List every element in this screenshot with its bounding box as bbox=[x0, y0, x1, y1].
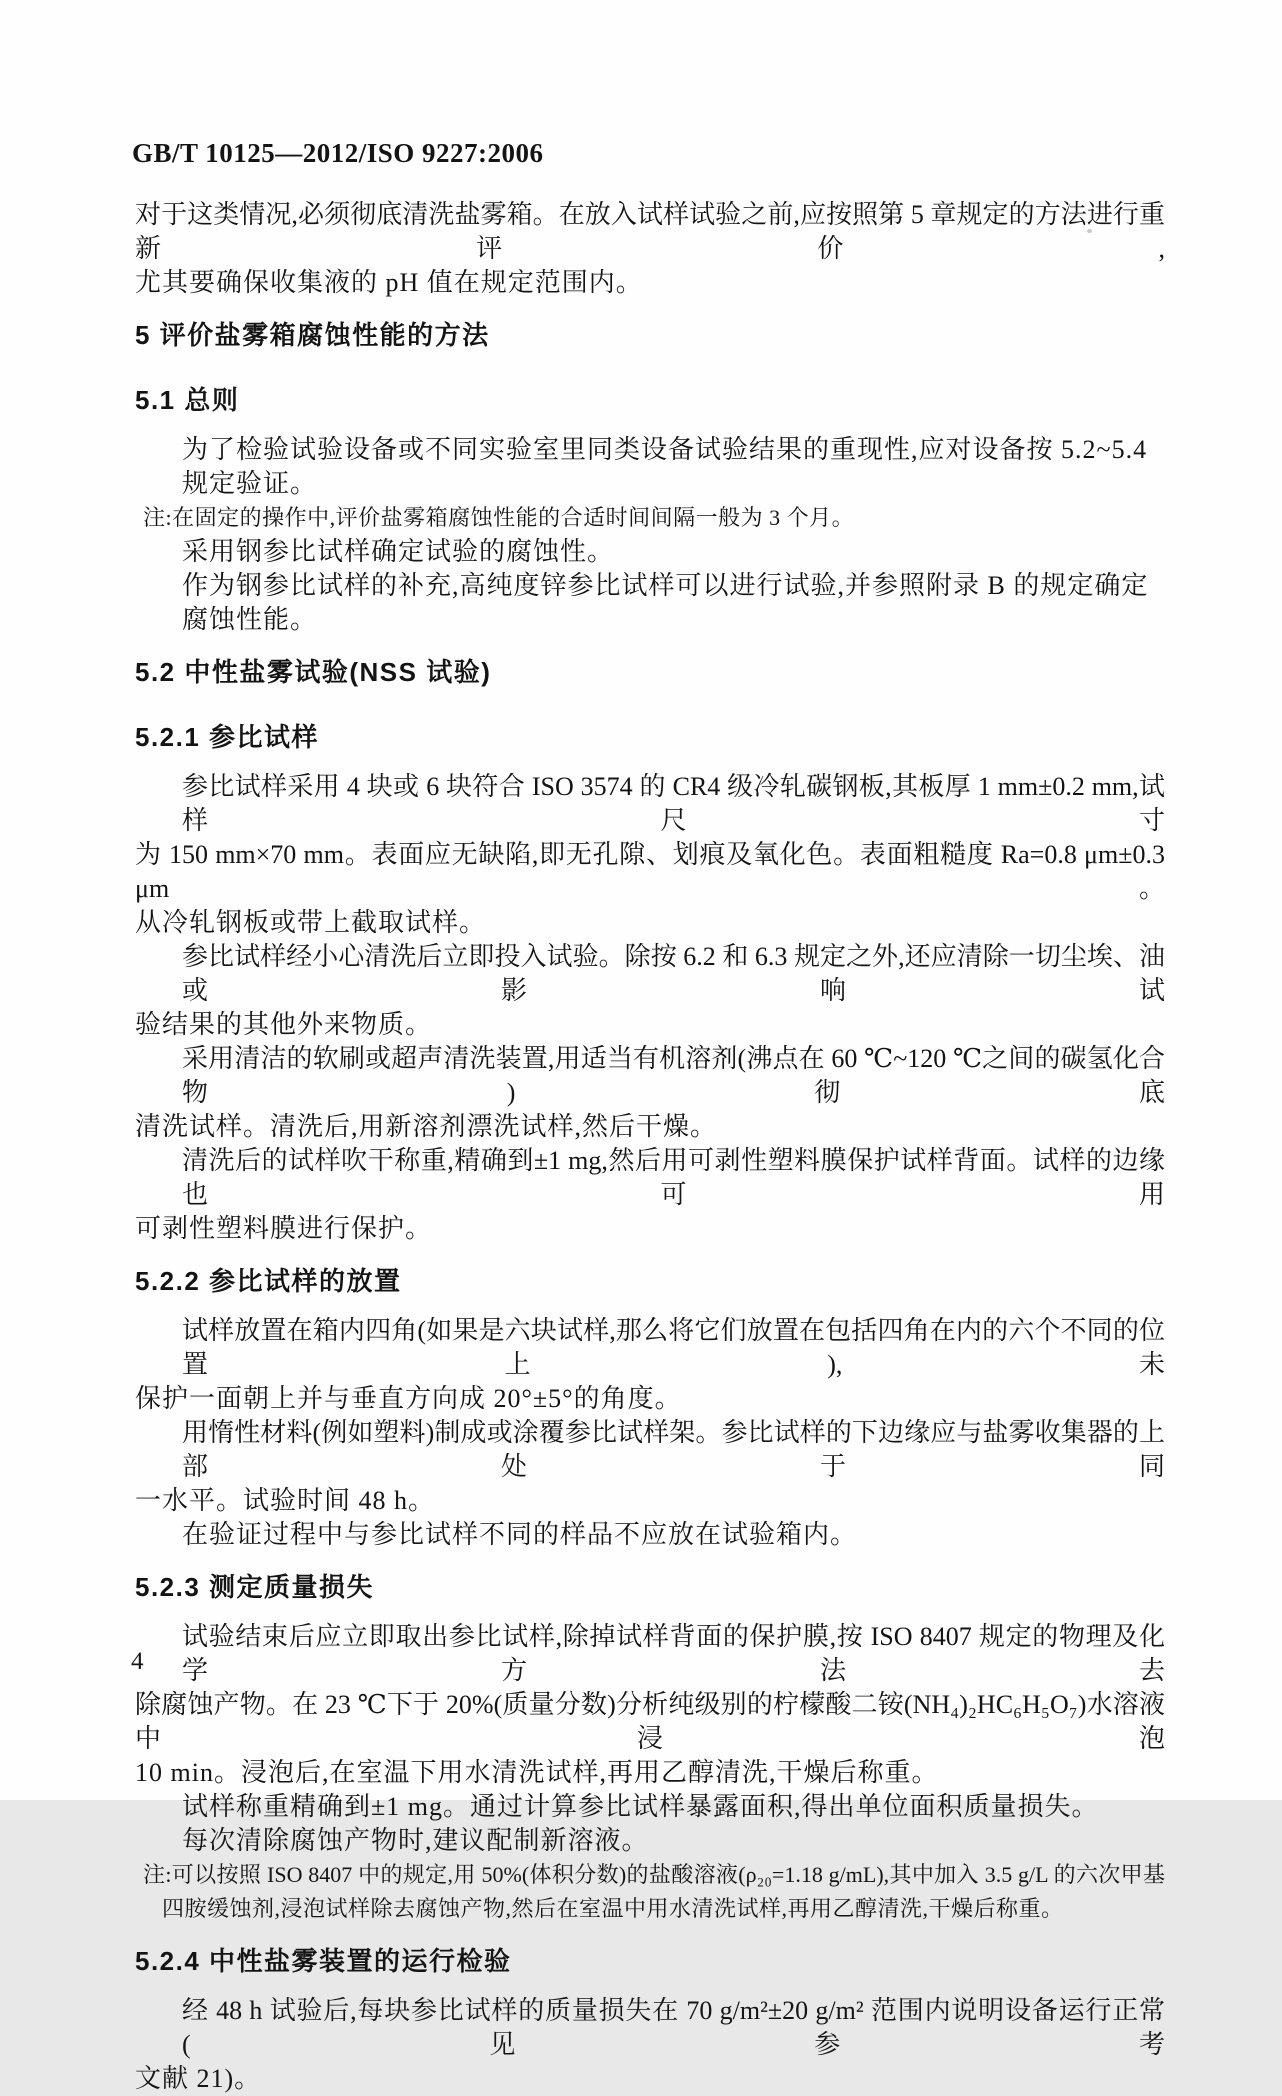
text-line: 为了检验试验设备或不同实验室里同类设备试验结果的重现性,应对设备按 5.2~5.4 规定验证。 bbox=[182, 435, 1148, 498]
text-line: 经 48 h 试验后,每块参比试样的质量损失在 70 g/m²±20 g/m² 范围内说明设备运行正常(见参考 bbox=[182, 1996, 1165, 2059]
text-line: 验结果的其他外来物质。 bbox=[135, 1010, 433, 1039]
text-line: 试验结束后应立即取出参比试样,除掉试样背面的保护膜,按 ISO 8407 规定的物理及化学方法去 bbox=[182, 1622, 1165, 1685]
text-line: 为 150 mm×70 mm。表面应无缺陷,即无孔隙、划痕及氧化色。表面粗糙度 Ra=0.8 μm±0.3 μm。 bbox=[135, 840, 1165, 903]
scan-artifact-dot bbox=[1087, 229, 1092, 233]
text-line: 试样称重精确到±1 mg。通过计算参比试样暴露面积,得出单位面积质量损失。 bbox=[182, 1792, 1099, 1821]
text-line: 参比试样采用 4 块或 6 块符合 ISO 3574 的 CR4 级冷轧碳钢板,其板厚 1 mm±0.2 mm,试样尺寸 bbox=[182, 772, 1165, 835]
text-line: 采用清洁的软刷或超声清洗装置,用适当有机溶剂(沸点在 60 ℃~120 ℃之间的碳氢化合物)彻底 bbox=[182, 1044, 1165, 1107]
text-line: 清洗后的试样吹干称重,精确到±1 mg,然后用可剥性塑料膜保护试样背面。试样的边缘也可用 bbox=[182, 1146, 1165, 1209]
section-heading: 5.1 总则 bbox=[135, 385, 240, 415]
text-line: 一水平。试验时间 48 h。 bbox=[135, 1486, 436, 1515]
section-heading: 5.2.1 参比试样 bbox=[135, 722, 320, 752]
text-line: 作为钢参比试样的补充,高纯度锌参比试样可以进行试验,并参照附录 B 的规定确定腐蚀性能。 bbox=[182, 571, 1149, 634]
text-line: 清洗试样。清洗后,用新溶剂漂洗试样,然后干燥。 bbox=[135, 1112, 718, 1141]
section-heading: 5.2 中性盐雾试验(NSS 试验) bbox=[135, 657, 492, 687]
text-line: 用惰性材料(例如塑料)制成或涂覆参比试样架。参比试样的下边缘应与盐雾收集器的上部处于同 bbox=[182, 1418, 1165, 1481]
text-line: 试样放置在箱内四角(如果是六块试样,那么将它们放置在包括四角在内的六个不同的位置上),未 bbox=[182, 1316, 1165, 1379]
section-heading: 5.2.4 中性盐雾装置的运行检验 bbox=[135, 1946, 512, 1976]
text-line: 采用钢参比试样确定试验的腐蚀性。 bbox=[182, 537, 615, 566]
section-heading: 5 评价盐雾箱腐蚀性能的方法 bbox=[135, 320, 490, 350]
text-line: 每次清除腐蚀产物时,建议配制新溶液。 bbox=[182, 1826, 649, 1855]
text-line: 10 min。浸泡后,在室温下用水清洗试样,再用乙醇清洗,干燥后称重。 bbox=[135, 1758, 939, 1787]
text-line: 从冷轧钢板或带上截取试样。 bbox=[135, 908, 487, 937]
text-line: 保护一面朝上并与垂直方向成 20°±5°的角度。 bbox=[135, 1384, 682, 1413]
page-number: 4 bbox=[131, 1648, 144, 1675]
text-line: 参比试样经小心清洗后立即投入试验。除按 6.2 和 6.3 规定之外,还应清除一切尘埃、油或影响试 bbox=[182, 942, 1165, 1005]
section-heading: 5.2.2 参比试样的放置 bbox=[135, 1266, 402, 1296]
text-line: 可剥性塑料膜进行保护。 bbox=[135, 1214, 433, 1243]
text-line: 文献 21)。 bbox=[135, 2064, 262, 2093]
note-line: 注:可以按照 ISO 8407 中的规定,用 50%(体积分数)的盐酸溶液(ρ₂₀=1.18 g/mL),其中加入 3.5 g/L 的六次甲基 bbox=[143, 1862, 1165, 1887]
text-line: 除腐蚀产物。在 23 ℃下于 20%(质量分数)分析纯级别的柠檬酸二铵(NH₄)₂HC₆H₅O₇)水溶液中浸泡 bbox=[135, 1690, 1165, 1753]
standard-number-header: GB/T 10125—2012/ISO 9227:2006 bbox=[132, 138, 544, 168]
text-line: 在验证过程中与参比试样不同的样品不应放在试验箱内。 bbox=[182, 1520, 858, 1549]
text-line: 尤其要确保收集液的 pH 值在规定范围内。 bbox=[135, 268, 643, 297]
document-body bbox=[135, 198, 1165, 2096]
note-line: 四胺缓蚀剂,浸泡试样除去腐蚀产物,然后在室温中用水清洗试样,再用乙醇清洗,干燥后称重。 bbox=[162, 1896, 1064, 1921]
note-line: 注:在固定的操作中,评价盐雾箱腐蚀性能的合适时间间隔一般为 3 个月。 bbox=[143, 505, 855, 530]
section-heading: 5.2.3 测定质量损失 bbox=[135, 1572, 375, 1602]
text-line: 对于这类情况,必须彻底清洗盐雾箱。在放入试样试验之前,应按照第 5 章规定的方法进行重新评价, bbox=[135, 200, 1165, 263]
